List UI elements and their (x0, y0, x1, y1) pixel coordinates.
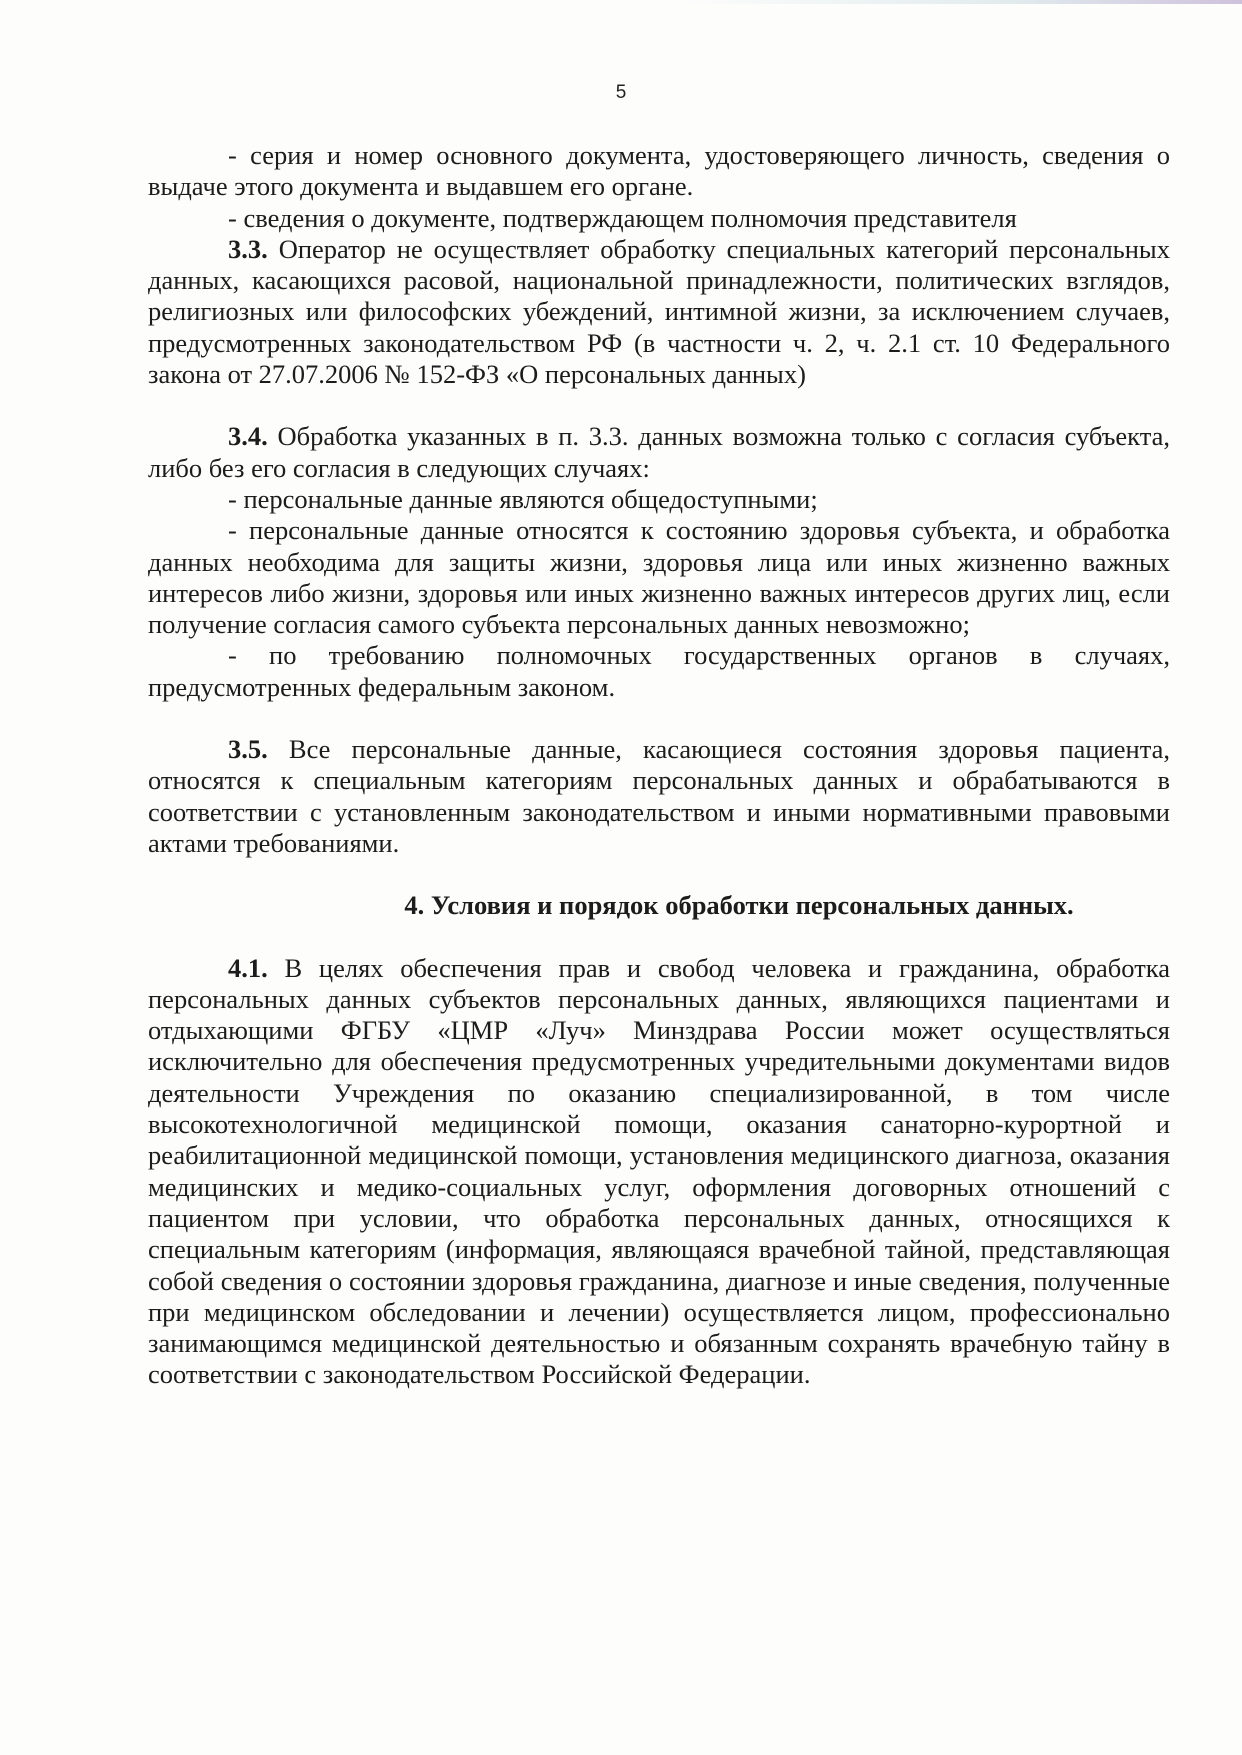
list-item-health-data: - персональные данные относятся к состоянию здоровья субъекта, и обработка данных необходима для защиты жизни, здоровья лица или иных жизненно важных интересов либо жизни, здоровья или иных жизненно важных интересов других лиц, если получение согласия самого субъекта персональных данных невозможно; (148, 515, 1170, 640)
scan-edge-artifact (682, 0, 1242, 4)
section-heading-4: 4. Условия и порядок обработки персональных данных. (404, 890, 1074, 921)
clause-4-1 (148, 953, 1170, 1391)
clause-3-3 (148, 234, 1170, 390)
paragraph-gap (148, 390, 1170, 421)
list-item-representative-document: - сведения о документе, подтверждающем полномочия представителя (228, 202, 1017, 233)
clause-text: В целях обеспечения прав и свобод человека и гражданина, обработка персональных данных субъектов персональных данных, являющихся пациентами и отдыхающими ФГБУ «ЦМР «Луч» Минздрава России может осуществляться исключительно для обеспечения предусмотренных учредительными документами видов деятельности Учреждения по оказанию специализированной, в том числе высокотехнологичной медицинской помощи, оказания санаторно-курортной и реабилитационной медицинской помощи, установления медицинского диагноза, оказания медицинских и медико-социальных услуг, оформления договорных отношений с пациентом при условии, что обработка персональных данных, относящихся к специальным категориям (информация, являющаяся врачебной тайной, представляющая собой сведения о состоянии здоровья гражданина, диагнозе и иные сведения, полученные при медицинском обследовании и лечении) осуществляется лицом, профессионально занимающимся медицинской деятельностью и обязанным сохранять врачебную тайну в соответствии с законодательством Российской Федерации. (148, 952, 1171, 1390)
clause-number: 3.5. (228, 734, 268, 765)
clause-number: 4.1. (228, 952, 268, 983)
paragraph-gap (148, 703, 1170, 734)
clause-number: 3.3. (228, 233, 268, 264)
clause-text: Оператор не осуществляет обработку специальных категорий персональных данных, касающихся расовой, национальной принадлежности, политических взглядов, религиозных или философских убеждений, интимной жизни, за исключением случаев, предусмотренных законодательством РФ (в частности ч. 2, ч. 2.1 ст. 10 Федерального закона от 27.07.2006 № 152-ФЗ «О персональных данных) (148, 233, 1170, 390)
paragraph-gap (148, 859, 1170, 890)
list-item-public-data: - персональные данные являются общедоступными; (228, 483, 818, 514)
clause-text: Обработка указанных в п. 3.3. данных возможна только с согласия субъекта, либо без его согласия в следующих случаях: (148, 421, 1170, 483)
clause-3-4 (148, 421, 1170, 484)
list-item-passport-details: - серия и номер основного документа, удостоверяющего личность, сведения о выдаче этого документа и выдавшем его органе. (148, 140, 1170, 202)
clause-3-5 (148, 734, 1170, 859)
clause-number: 3.4. (228, 421, 268, 452)
list-item-state-request: - по требованию полномочных государственных органов в случаях, предусмотренных федеральным законом. (148, 640, 1170, 702)
document-body (148, 140, 1170, 1391)
paragraph-gap (148, 922, 1170, 953)
page-number: 5 (615, 82, 627, 103)
clause-text: Все персональные данные, касающиеся состояния здоровья пациента, относятся к специальным категориям персональных данных и обрабатываются в соответствии с установленным законодательством и иными нормативными правовыми актами требованиями. (148, 734, 1170, 858)
